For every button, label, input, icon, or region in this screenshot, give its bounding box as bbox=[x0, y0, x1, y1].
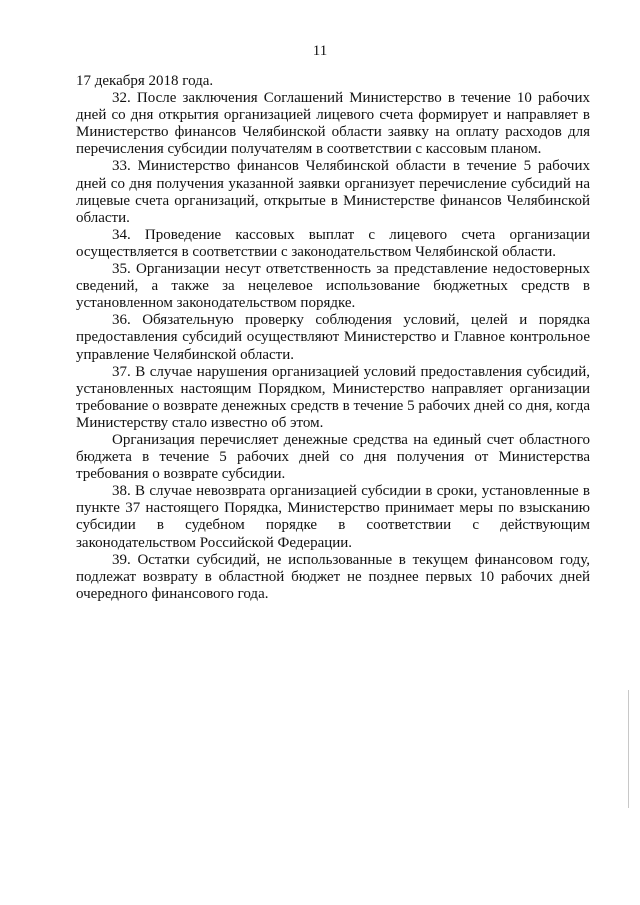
page-number: 11 bbox=[312, 43, 328, 59]
paragraph-32: 32. После заключения Соглашений Министерство в течение 10 рабочих дней со дня открытия организацией лицевого счета формирует и направляет в Министерство финансов Челябинской области заявку на оплату расходов для перечисления субсидии получателям в соответствии с кассовым планом. bbox=[76, 90, 590, 158]
paragraph-35: 35. Организации несут ответственность за представление недостоверных сведений, а также за нецелевое использование бюджетных средств в установленном законодательством порядке. bbox=[76, 261, 590, 312]
scan-edge-mark bbox=[628, 690, 629, 808]
paragraph-39: 39. Остатки субсидий, не использованные в текущем финансовом году, подлежат возврату в областной бюджет не позднее первых 10 рабочих дней очередного финансового года. bbox=[76, 551, 590, 602]
document-body bbox=[76, 73, 590, 603]
paragraph-37-continued: Организация перечисляет денежные средства на единый счет областного бюджета в течение 5 рабочих дней со дня получения от Министерства требования о возврате субсидии. bbox=[76, 431, 590, 483]
date-line: 17 декабря 2018 года. bbox=[76, 73, 214, 89]
paragraph-37: 37. В случае нарушения организацией условий предоставления субсидий, установленных настоящим Порядком, Министерство направляет организации требование о возврате денежных средств в течение 5 рабочих дней со дня, когда Министерству стало известно об этом. bbox=[76, 363, 590, 431]
paragraph-36: 36. Обязательную проверку соблюдения условий, целей и порядка предоставления субсидий осуществляют Министерство и Главное контрольное управление Челябинской области. bbox=[76, 312, 590, 363]
paragraph-38: 38. В случае невозврата организацией субсидии в сроки, установленные в пункте 37 настоящего Порядка, Министерство принимает меры по взысканию субсидии в судебном порядке в соответствии с действующим законодательством Российской Федерации. bbox=[76, 483, 590, 551]
paragraph-34: 34. Проведение кассовых выплат с лицевого счета организации осуществляется в соответствии с законодательством Челябинской области. bbox=[76, 226, 590, 260]
paragraph-33: 33. Министерство финансов Челябинской области в течение 5 рабочих дней со дня получения указанной заявки организует перечисление субсидий на лицевые счета организаций, открытые в Министерстве финансов Челябинской области. bbox=[76, 158, 590, 226]
